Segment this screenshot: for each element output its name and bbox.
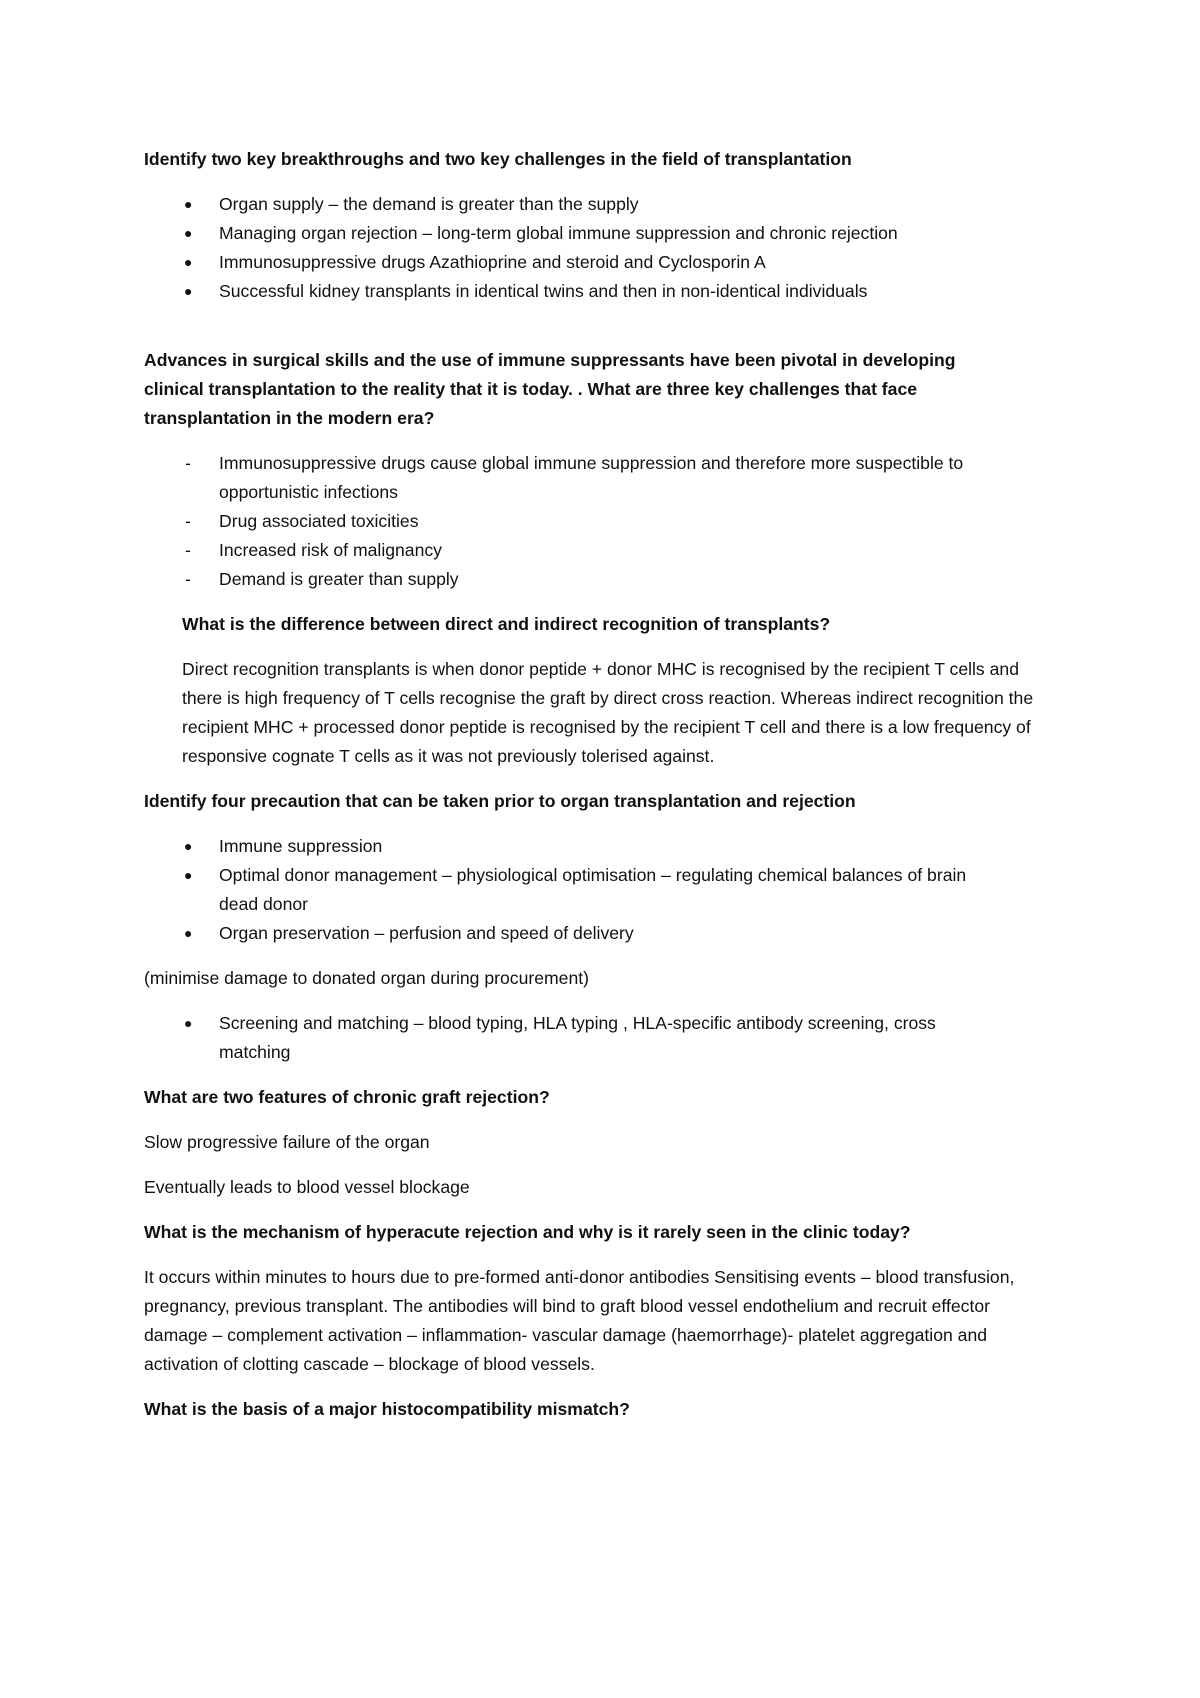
bullet-icon: ● <box>184 925 193 941</box>
question-breakthroughs-challenges: Identify two key breakthroughs and two key challenges in the field of transplantation <box>144 149 852 169</box>
question-chronic-rejection: What are two features of chronic graft rejection? <box>144 1087 550 1107</box>
question-direct-indirect-recognition: What is the difference between direct and indirect recognition of transplants? <box>182 614 831 634</box>
dash-icon: - <box>185 511 191 531</box>
list-item: ● Immunosuppressive drugs Azathioprine and steroid and Cyclosporin A <box>144 248 1060 277</box>
dash-list-modern-challenges <box>144 449 1060 594</box>
question-hyperacute-rejection: What is the mechanism of hyperacute rejection and why is it rarely seen in the clinic today? <box>144 1222 911 1242</box>
bullet-icon: ● <box>184 283 193 299</box>
answer-direct-indirect-recognition: Direct recognition transplants is when donor peptide + donor MHC is recognised by the recipient T cells and there is high frequency of T cells recognise the graft by direct cross reaction. Whereas indirect recognition the recipient MHC + processed donor peptide is recognised by the recipient T cell and there is a low frequency of responsive cognate T cells as it was not previously tolerised against. <box>182 659 1034 766</box>
bullet-list-precautions <box>144 832 1060 948</box>
bullet-icon: ● <box>184 254 193 270</box>
list-item: ● Organ supply – the demand is greater than the supply <box>144 190 1060 219</box>
list-item: ● Optimal donor management – physiological optimisation – regulating chemical balances of brain dead donor <box>144 861 1010 919</box>
answer-chronic-rejection-1: Slow progressive failure of the organ <box>144 1132 430 1152</box>
list-item: ● Organ preservation – perfusion and speed of delivery <box>144 919 1010 948</box>
bullet-icon: ● <box>184 867 193 883</box>
bullet-icon: ● <box>184 1015 193 1031</box>
question-precautions: Identify four precaution that can be taken prior to organ transplantation and rejection <box>144 791 856 811</box>
dash-icon: - <box>185 569 191 589</box>
bullet-icon: ● <box>184 225 193 241</box>
bullet-icon: ● <box>184 838 193 854</box>
precaution-note: (minimise damage to donated organ during procurement) <box>144 968 589 988</box>
bullet-icon: ● <box>184 196 193 212</box>
question-histocompatibility-mismatch: What is the basis of a major histocompatibility mismatch? <box>144 1399 630 1419</box>
bullet-list-screening <box>144 1009 1060 1067</box>
dash-icon: - <box>185 453 191 473</box>
answer-chronic-rejection-2: Eventually leads to blood vessel blockage <box>144 1177 470 1197</box>
answer-hyperacute-rejection: It occurs within minutes to hours due to pre-formed anti-donor antibodies Sensitising events – blood transfusion, pregnancy, previous transplant. The antibodies will bind to graft blood vessel endothelium and recruit effector damage – complement activation – inflammation- vascular damage (haemorrhage)- platelet aggregation and activation of clotting cascade – blockage of blood vessels. <box>144 1267 1015 1374</box>
list-item: - Demand is greater than supply <box>144 565 1010 594</box>
list-item: - Drug associated toxicities <box>144 507 1010 536</box>
list-item: ● Screening and matching – blood typing, HLA typing , HLA-specific antibody screening, cross matching <box>144 1009 1010 1067</box>
list-item: ● Managing organ rejection – long-term global immune suppression and chronic rejection <box>144 219 1060 248</box>
list-item: - Increased risk of malignancy <box>144 536 1010 565</box>
dash-icon: - <box>185 540 191 560</box>
list-item: - Immunosuppressive drugs cause global immune suppression and therefore more suspectible to opportunistic infections <box>144 449 1010 507</box>
bullet-list-breakthroughs <box>144 190 1060 306</box>
list-item: ● Immune suppression <box>144 832 1010 861</box>
list-item: ● Successful kidney transplants in identical twins and then in non-identical individuals <box>144 277 1060 306</box>
question-modern-challenges: Advances in surgical skills and the use of immune suppressants have been pivotal in developing clinical transplantation to the reality that it is today. . What are three key challenges that face transplantation in the modern era? <box>144 350 956 428</box>
